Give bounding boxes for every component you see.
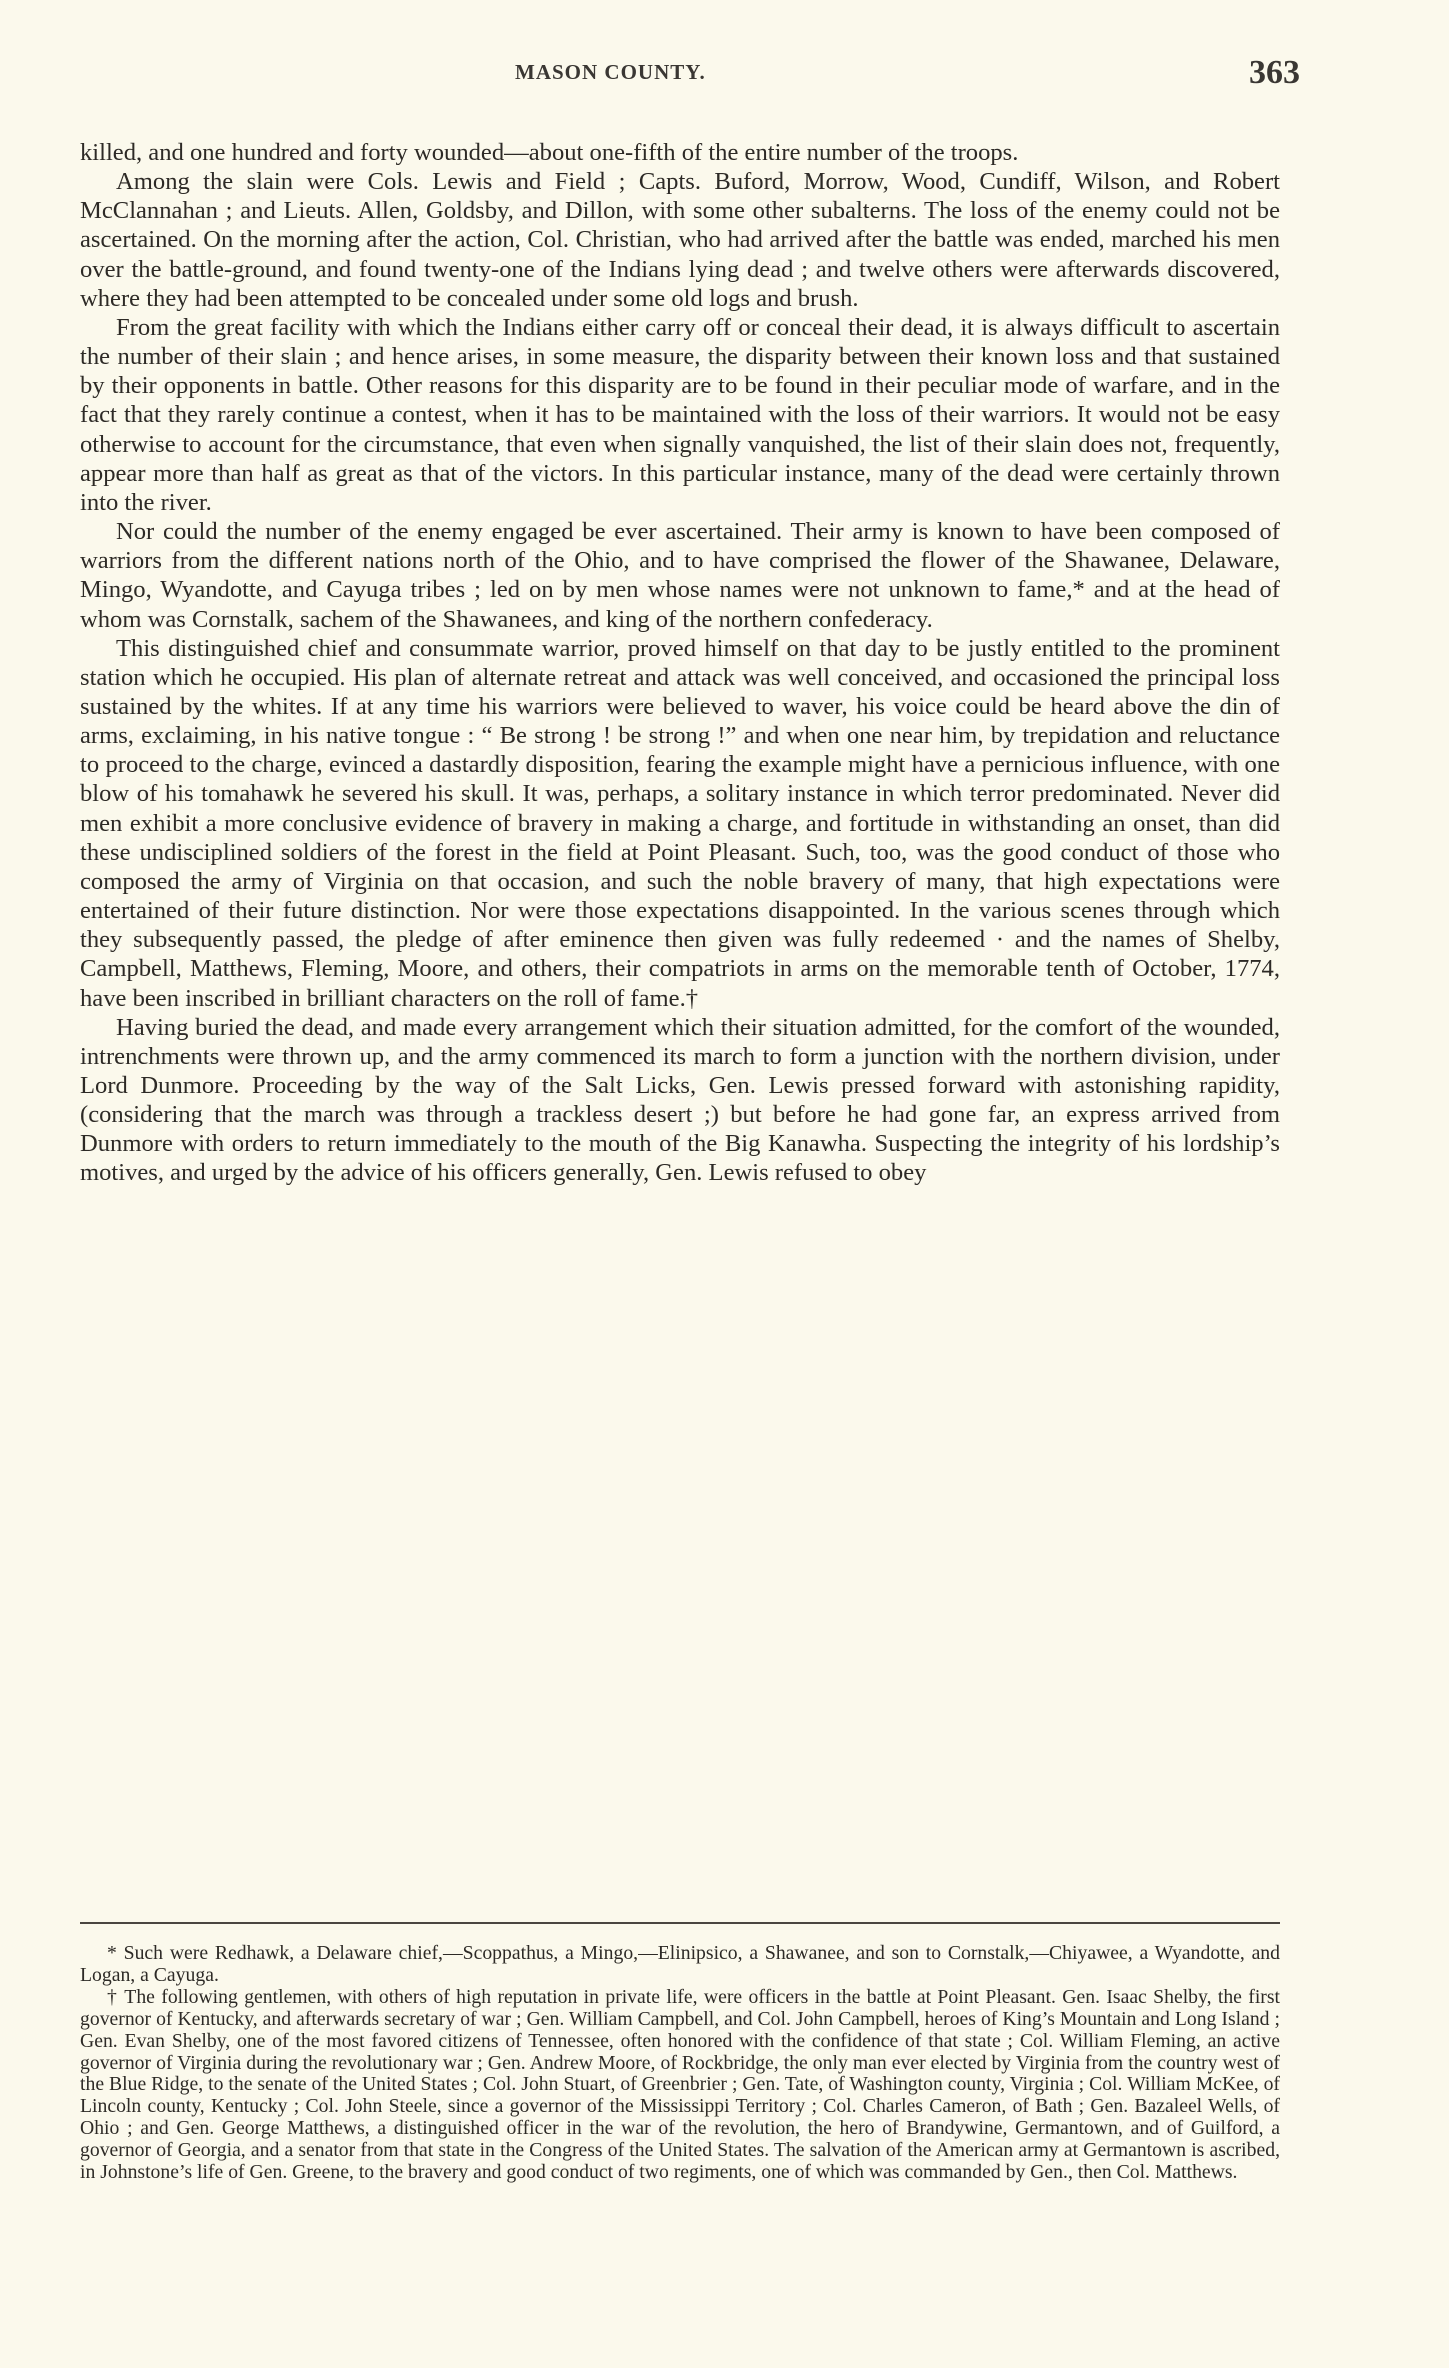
footnote-separator-rule — [80, 1922, 1280, 1924]
paragraph: Nor could the number of the enemy engaged be ever ascertained. Their army is known to have been composed of warriors from the different nations north of the Ohio, and to have comprised the flower of the Shawanee, Delaware, Mingo, Wyandotte, and Cayuga tribes ; led on by men whose names were not unknown to fame,* and at the head of whom was Cornstalk, sachem of the Shawanees, and king of the northern confederacy. — [80, 518, 1280, 633]
footnotes — [80, 1943, 1280, 2184]
footnote-dagger: † The following gentlemen, with others of high reputation in private life, were officers in the battle at Point Pleasant. Gen. Isaac Shelby, the first governor of Kentucky, and afterwards secretary of war ; Gen. William Campbell, and Col. John Campbell, heroes of King’s Mountain and Long Island ; Gen. Evan Shelby, one of the most favored citizens of Tennessee, often honored with the confidence of that state ; Col. William Fleming, an active governor of Virginia during the revolutionary war ; Gen. Andrew Moore, of Rockbridge, the only man ever elected by Virginia from the country west of the Blue Ridge, to the senate of the United States ; Col. John Stuart, of Greenbrier ; Gen. Tate, of Washington county, Virginia ; Col. William McKee, of Lincoln county, Kentucky ; Col. John Steele, since a governor of the Mississippi Territory ; Col. Charles Cameron, of Bath ; Gen. Bazaleel Wells, of Ohio ; and Gen. George Matthews, a distinguished officer in the war of the revolution, the hero of Brandywine, Germantown, and of Guilford, a governor of Georgia, and a senator from that state in the Congress of the United States. The salvation of the American army at Germantown is ascribed, in Johnstone’s life of Gen. Greene, to the bravery and good conduct of two regiments, one of which was commanded by Gen., then Col. Matthews. — [80, 1985, 1280, 2184]
paragraph: killed, and one hundred and forty wounded—about one-fifth of the entire number of the troops. — [80, 139, 1019, 166]
body-text — [80, 138, 1280, 1188]
paragraph: This distinguished chief and consummate warrior, proved himself on that day to be justly entitled to the prominent station which he occupied. His plan of alternate retreat and attack was well conceived, and occasioned the principal loss sustained by the whites. If at any time his warriors were believed to waver, his voice could be heard above the din of arms, exclaiming, in his native tongue : “ Be strong ! be strong !” and when one near him, by trepidation and reluctance to proceed to the charge, evinced a dastardly disposition, fearing the example might have a pernicious influence, with one blow of his tomahawk he severed his skull. It was, perhaps, a solitary instance in which terror predominated. Never did men exhibit a more conclusive evidence of bravery in making a charge, and fortitude in withstanding an onset, than did these undisciplined soldiers of the forest in the field at Point Pleasant. Such, too, was the good conduct of those who composed the army of Virginia on that occasion, and such the noble bravery of many, that high expectations were entertained of their future distinction. Nor were those expectations disappointed. In the various scenes through which they subsequently passed, the pledge of after eminence then given was fully redeemed · and the names of Shelby, Campbell, Matthews, Fleming, Moore, and others, their compatriots in arms on the memorable tenth of October, 1774, have been inscribed in brilliant characters on the roll of fame.† — [80, 634, 1280, 1012]
paragraph: Among the slain were Cols. Lewis and Field ; Capts. Buford, Morrow, Wood, Cundiff, Wilson, and Robert McClannahan ; and Lieuts. Allen, Goldsby, and Dillon, with some other subalterns. The loss of the enemy could not be ascertained. On the morning after the action, Col. Christian, who had arrived after the battle was ended, marched his men over the battle-ground, and found twenty-one of the Indians lying dead ; and twelve others were afterwards discovered, where they had been attempted to be concealed under some old logs and brush. — [80, 168, 1280, 312]
footnote-asterisk: * Such were Redhawk, a Delaware chief,—Scoppathus, a Mingo,—Elinipsico, a Shawanee, and son to Cornstalk,—Chiyawee, a Wyandotte, and Logan, a Cayuga. — [80, 1942, 1280, 1986]
page-number: 363 — [1249, 54, 1300, 91]
paragraph: From the great facility with which the Indians either carry off or conceal their dead, it is always difficult to ascertain the number of their slain ; and hence arises, in some measure, the disparity between their known loss and that sustained by their opponents in battle. Other reasons for this disparity are to be found in their peculiar mode of warfare, and in the fact that they rarely continue a contest, when it has to be maintained with the loss of their warriors. It would not be easy otherwise to account for the circumstance, that even when signally vanquished, the list of their slain does not, frequently, appear more than half as great as that of the victors. In this particular instance, many of the dead were certainly thrown into the river. — [80, 313, 1280, 516]
running-head — [80, 54, 1300, 100]
paragraph: Having buried the dead, and made every arrangement which their situation admitted, for the comfort of the wounded, intrenchments were thrown up, and the army commenced its march to form a junction with the northern division, under Lord Dunmore. Proceeding by the way of the Salt Licks, Gen. Lewis pressed forward with astonishing rapidity, (considering that the march was through a trackless desert ;) but before he had gone far, an express arrived from Dunmore with orders to return immediately to the mouth of the Big Kanawha. Suspecting the integrity of his lordship’s motives, and urged by the advice of his officers generally, Gen. Lewis refused to obey — [80, 1013, 1280, 1187]
running-title: MASON COUNTY. — [515, 60, 706, 84]
